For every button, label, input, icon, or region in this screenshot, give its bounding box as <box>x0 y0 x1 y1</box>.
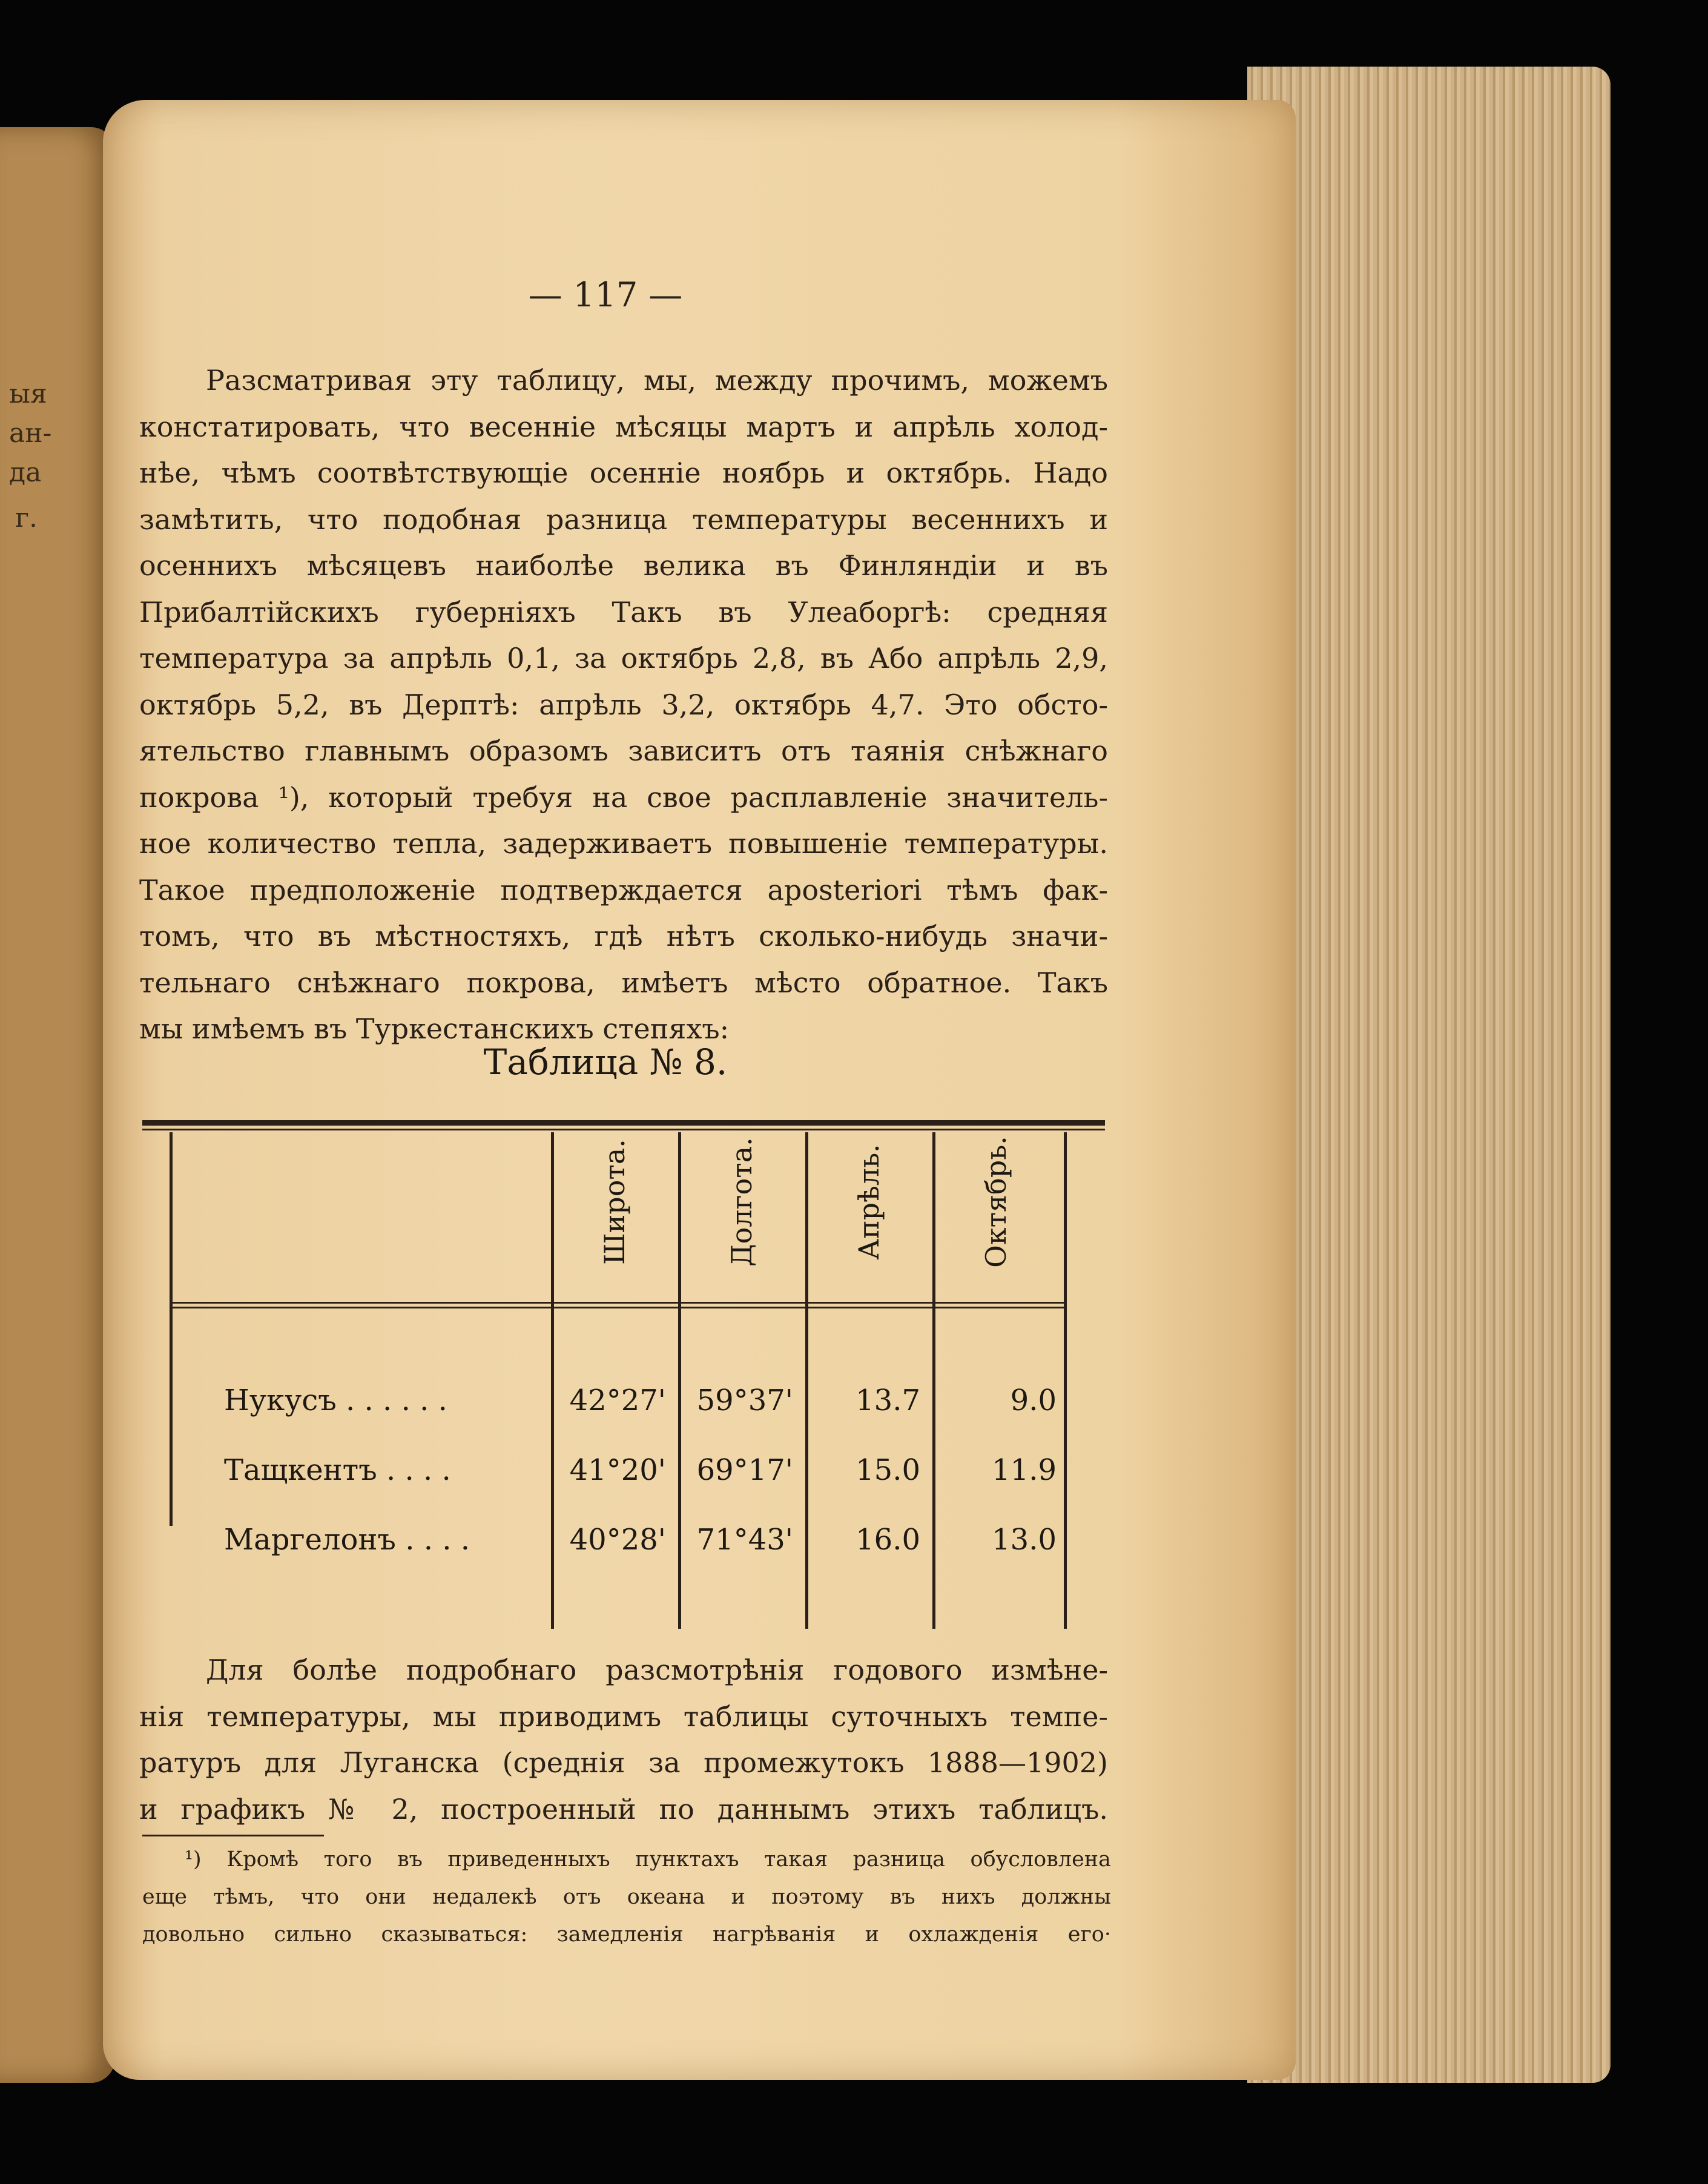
footnote-line: еще тѣмъ, что они недалекѣ отъ океана и поэтому въ нихъ должны <box>142 1885 1111 1909</box>
october-value: 13.0 <box>992 1523 1057 1557</box>
april-value: 13.7 <box>856 1384 920 1417</box>
footnote-line: ¹) Кромѣ того въ приведенныхъ пунктахъ такая разница обусловлена <box>185 1847 1111 1872</box>
text-line: осеннихъ мѣсяцевъ наиболѣе велика въ Финляндіи и въ <box>139 549 1108 582</box>
text-line: Прибалтійскихъ губерніяхъ Такъ въ Улеаборгѣ: средняя <box>139 595 1108 628</box>
left-page-fragment: г. <box>15 503 38 533</box>
header-rule <box>170 1302 1066 1304</box>
latitude-value: 40°28' <box>569 1523 666 1557</box>
left-page-edge <box>0 127 115 2083</box>
text-line: температура за апрѣль 0,1, за октябрь 2,8, въ Або апрѣль 2,9, <box>139 642 1108 675</box>
left-page-fragment: ан- <box>9 418 52 449</box>
table-top-rule-thin <box>142 1129 1105 1130</box>
april-value: 16.0 <box>856 1523 920 1557</box>
body-paragraph <box>139 357 1108 1052</box>
page-stack-edges <box>1247 67 1611 2083</box>
text-line: ратуръ для Луганска (среднія за промежутокъ 1888—1902) <box>139 1746 1108 1779</box>
text-line: Для болѣе подробнаго разсмотрѣнія годового измѣне- <box>206 1654 1108 1686</box>
continued-paragraph <box>139 1647 1108 1832</box>
table-top-rule <box>142 1120 1105 1126</box>
left-page-fragment: да <box>9 457 42 488</box>
latitude-value: 41°20' <box>569 1453 666 1487</box>
text-line: Такое предположеніе подтверждается aposteriori тѣмъ фак- <box>139 873 1108 906</box>
footnote-divider <box>142 1835 324 1836</box>
station-name: Нукусъ . . . . . . <box>224 1384 447 1417</box>
text-line: констатировать, что весенніе мѣсяцы мартъ и апрѣль холод- <box>139 410 1108 443</box>
october-value: 9.0 <box>1010 1384 1057 1417</box>
text-line: нѣе, чѣмъ соотвѣтствующіе осенніе ноябрь и октябрь. Надо <box>139 457 1108 489</box>
text-line: октябрь 5,2, въ Дерптѣ: апрѣль 3,2, октябрь 4,7. Это обсто- <box>139 688 1108 721</box>
longitude-value: 59°37' <box>696 1384 793 1417</box>
text-line: тельнаго снѣжнаго покрова, имѣетъ мѣсто обратное. Такъ <box>139 966 1108 999</box>
text-line: замѣтить, что подобная разница температуры весеннихъ и <box>139 503 1108 536</box>
text-line: томъ, что въ мѣстностяхъ, гдѣ нѣтъ сколько-нибудь значи- <box>139 920 1108 952</box>
page-number: — 117 — <box>528 275 683 315</box>
longitude-value: 71°43' <box>696 1523 793 1557</box>
left-page-fragment: ыя <box>9 378 47 409</box>
text-line: и графикъ № 2, построенный по даннымъ этихъ таблицъ. <box>139 1792 1108 1826</box>
station-name: Маргелонъ . . . . <box>224 1523 470 1557</box>
longitude-value: 69°17' <box>696 1453 793 1487</box>
text-line: ное количество тепла, задерживаетъ повышеніе температуры. <box>139 827 1108 860</box>
table-left-border <box>170 1132 173 1526</box>
october-value: 11.9 <box>992 1453 1057 1487</box>
text-line: ятельство главнымъ образомъ зависитъ отъ таянія снѣжнаго <box>139 734 1108 767</box>
latitude-value: 42°27' <box>569 1384 666 1417</box>
table-right-border <box>1064 1132 1067 1629</box>
text-line: покрова ¹), который требуя на свое расплавленіе значитель- <box>139 780 1108 814</box>
text-line: нія температуры, мы приводимъ таблицы суточныхъ темпе- <box>139 1700 1108 1733</box>
header-october: Октябрь. <box>980 1136 1012 1268</box>
data-table <box>142 1120 1105 1629</box>
text-line: мы имѣемъ въ Туркестанскихъ степяхъ: <box>139 1012 730 1045</box>
footnote-line: довольно сильно сказываться: замедленія нагрѣванія и охлажденія его· <box>142 1922 1111 1947</box>
footnote <box>142 1841 1111 1953</box>
text-line: Разсматривая эту таблицу, мы, между прочимъ, можемъ <box>206 364 1108 397</box>
header-april: Апрѣль. <box>852 1144 885 1260</box>
header-rule-double <box>170 1307 1066 1308</box>
header-longitude: Долгота. <box>725 1137 759 1267</box>
header-latitude: Широта. <box>598 1139 631 1265</box>
table-title: Таблица № 8. <box>483 1041 728 1083</box>
station-name: Тащкентъ . . . . <box>224 1453 451 1487</box>
april-value: 15.0 <box>856 1453 920 1487</box>
